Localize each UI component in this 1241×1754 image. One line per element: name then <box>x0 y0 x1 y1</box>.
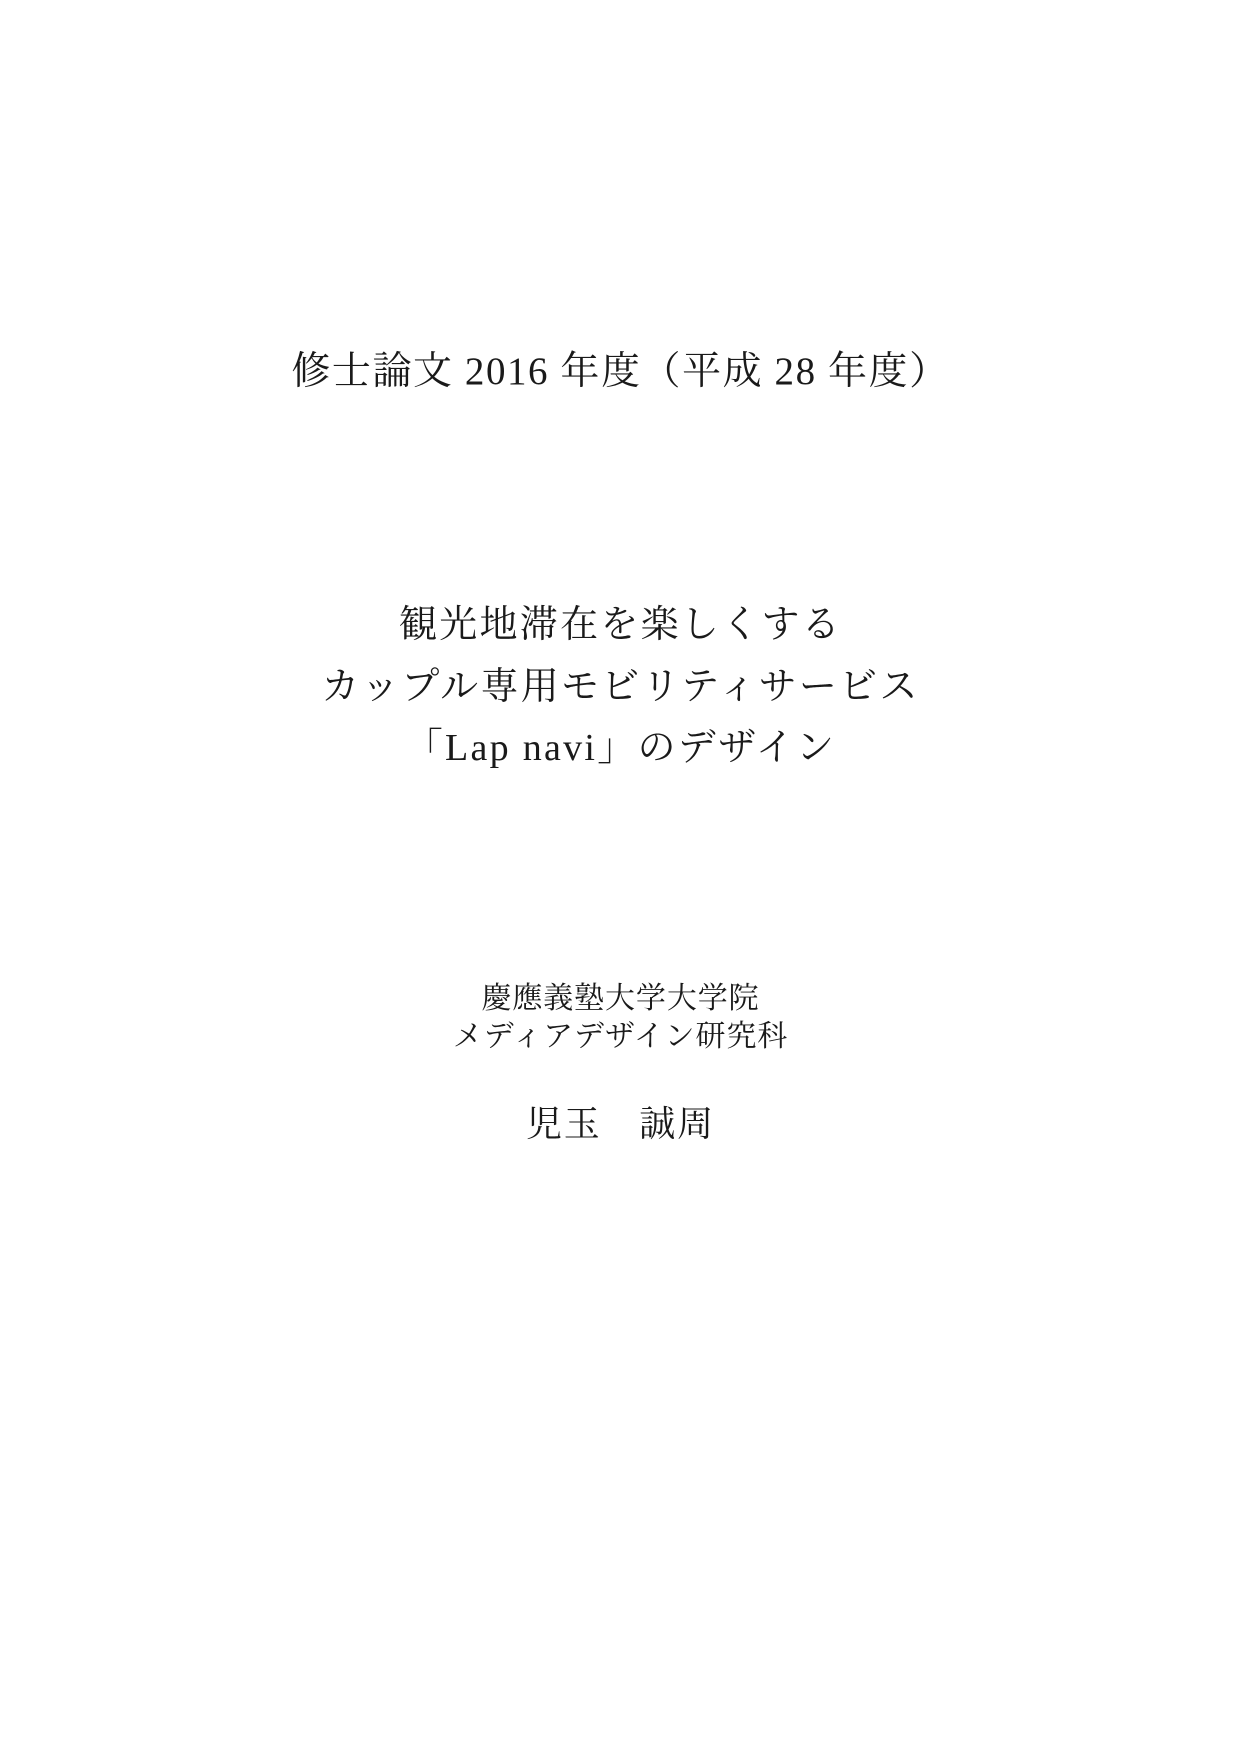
document-type-and-year: 修士論文 2016 年度（平成 28 年度） <box>291 350 950 393</box>
title-line-3: 「Lap navi」のデザイン <box>404 727 837 770</box>
affiliation-university: 慶應義塾大学大学院 <box>481 982 760 1015</box>
title-line-1: 観光地滞在を楽しくする <box>398 604 843 646</box>
thesis-title <box>0 595 1241 780</box>
affiliation <box>0 980 1241 1056</box>
author-name: 児玉 誠周 <box>525 1104 715 1144</box>
affiliation-graduate-school: メディアデザイン研究科 <box>452 1019 789 1053</box>
title-line-2: カップル専用モビリティサービス <box>321 665 920 708</box>
